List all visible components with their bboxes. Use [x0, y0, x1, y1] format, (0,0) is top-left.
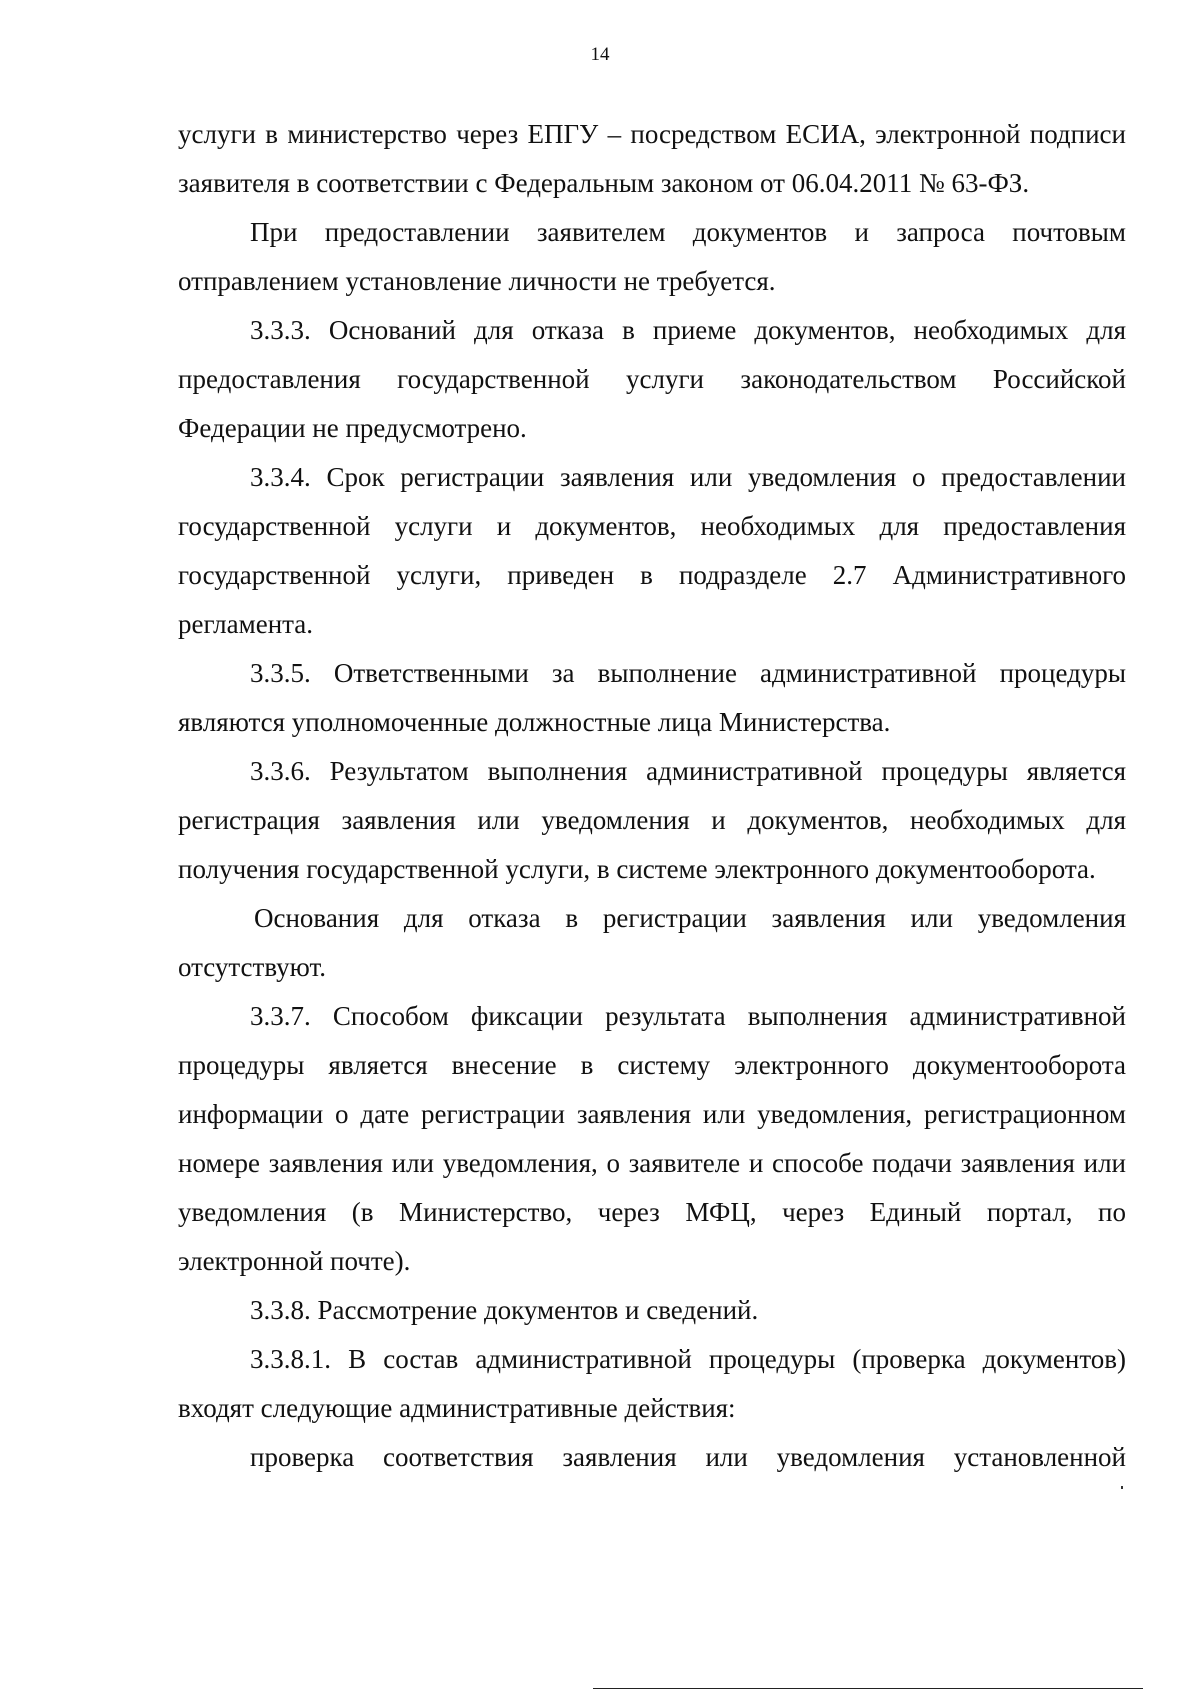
paragraph-refusal-grounds: Основания для отказа в регистрации заявления или уведомления отсутствуют. [178, 903, 1126, 982]
paragraph-3-3-7: 3.3.7. Способом фиксации результата выполнения административной процедуры является внесение в систему электронного документооборота информации о дате регистрации заявления или уведомления, регистрационном номере заявления или уведомления, о заявителе и способе подачи заявления или уведомления (в Министерство, через МФЦ, через Единый портал, по электронной почте). [178, 1001, 1126, 1276]
paragraph-3-3-5: 3.3.5. Ответственными за выполнение административной процедуры являются уполномоченные должностные лица Министерства. [178, 658, 1126, 737]
paragraph-3-3-4: 3.3.4. Срок регистрации заявления или уведомления о предоставлении государственной услуги и документов, необходимых для предоставления государственной услуги, приведен в подразделе 2.7 Административного регламента. [178, 462, 1126, 639]
paragraph-postal-submission: При предоставлении заявителем документов и запроса почтовым отправлением установление личности не требуется. [178, 217, 1126, 296]
paragraph-continuation: услуги в министерство через ЕПГУ – посредством ЕСИА, электронной подписи заявителя в соответствии с Федеральным законом от 06.04.2011 № 63-ФЗ. [178, 119, 1126, 198]
paragraph-compliance-check: проверка соответствия заявления или уведомления установленной [250, 1442, 1126, 1472]
paragraph-3-3-3: 3.3.3. Оснований для отказа в приеме документов, необходимых для предоставления государственной услуги законодательством Российской Федерации не предусмотрено. [178, 315, 1126, 443]
document-body [178, 110, 1126, 1482]
paragraph-3-3-8-1: 3.3.8.1. В состав административной процедуры (проверка документов) входят следующие административные действия: [178, 1344, 1126, 1423]
scan-speck [1121, 1486, 1123, 1489]
page-number: 14 [590, 44, 610, 65]
paragraph-3-3-6: 3.3.6. Результатом выполнения административной процедуры является регистрация заявления или уведомления и документов, необходимых для получения государственной услуги, в системе электронного документооборота. [178, 756, 1126, 884]
paragraph-3-3-8: 3.3.8. Рассмотрение документов и сведений. [250, 1295, 759, 1325]
bottom-rule [593, 1688, 1143, 1689]
